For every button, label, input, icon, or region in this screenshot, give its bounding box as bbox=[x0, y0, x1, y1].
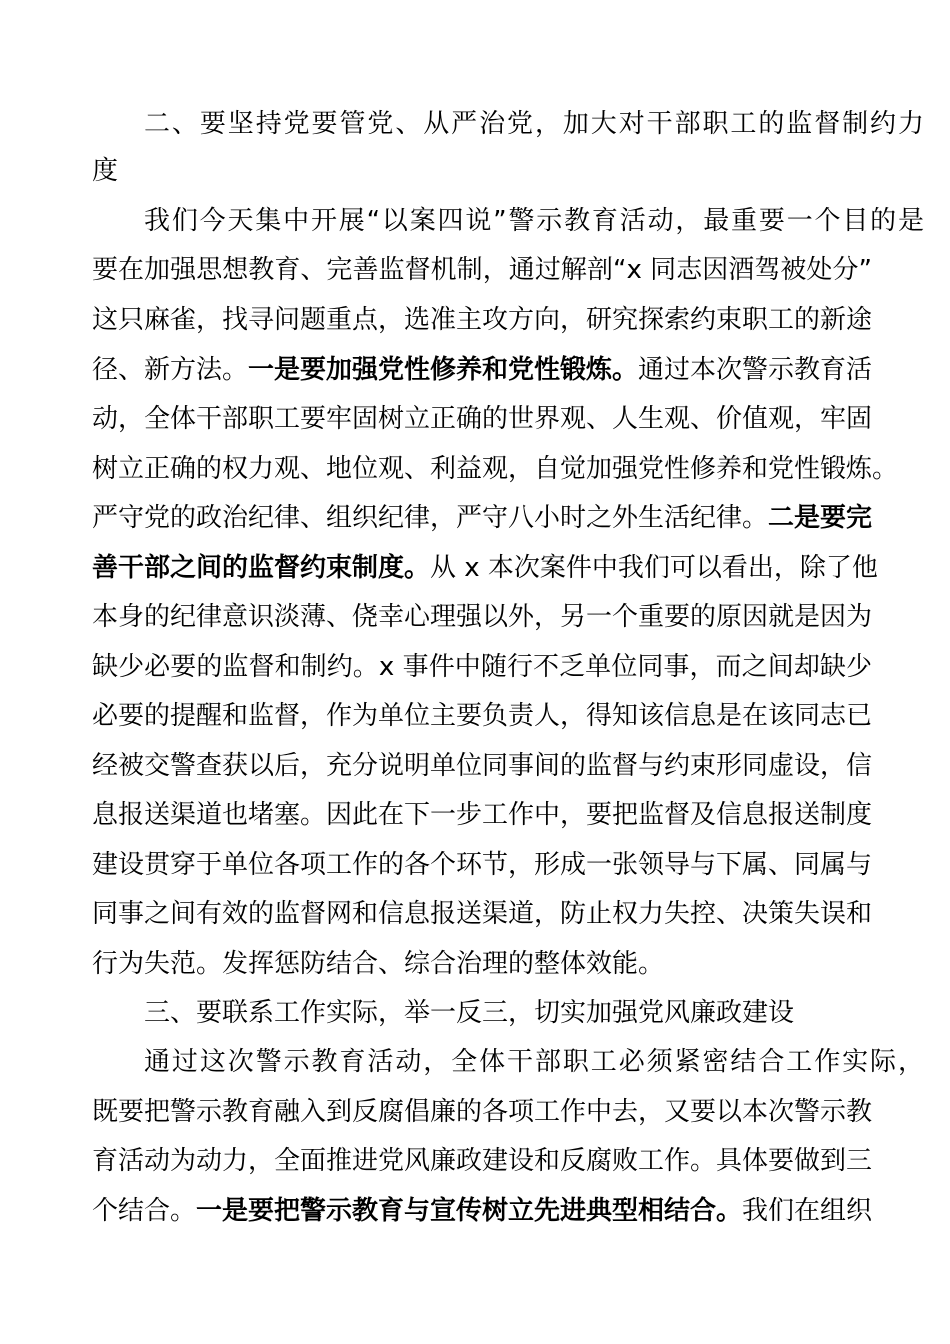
text-run: 这只麻雀，找寻问题重点，选准主攻方向，研究探索约束职工的新途 bbox=[92, 305, 873, 335]
text-run: 树立正确的权力观、地位观、利益观，自觉加强党性修养和党性锻炼。 bbox=[92, 454, 899, 484]
text-run: 息报送渠道也堵塞。因此在下一步工作中，要把监督及信息报送制度 bbox=[92, 800, 873, 830]
paragraph-line bbox=[92, 250, 872, 290]
text-run: 要在加强思想教育、完善监督机制，通过解剖“x 同志因酒驾被处分” bbox=[92, 255, 872, 285]
paragraph-line bbox=[92, 300, 872, 340]
text-run: 动，全体干部职工要牢固树立正确的世界观、人生观、价值观，牢固 bbox=[92, 404, 873, 434]
paragraph-line bbox=[92, 795, 872, 835]
text-run: 度 bbox=[92, 156, 119, 186]
paragraph-line bbox=[92, 647, 872, 687]
paragraph-line bbox=[144, 1042, 924, 1082]
text-run: 我们今天集中开展“以案四说”警示教育活动，最重要一个目的是 bbox=[144, 206, 924, 236]
bold-text-run: 一是要加强党性修养和党性锻炼。 bbox=[248, 355, 639, 385]
paragraph-line bbox=[92, 746, 872, 786]
paragraph-line bbox=[92, 696, 872, 736]
paragraph-line bbox=[92, 350, 872, 390]
bold-text-run: 一是要把警示教育与宣传树立先进典型相结合。 bbox=[196, 1196, 743, 1226]
paragraph-line bbox=[92, 1092, 872, 1132]
text-run: 三、要联系工作实际，举一反三，切实加强党风廉政建设 bbox=[144, 998, 795, 1028]
text-run: 经被交警查获以后，充分说明单位同事间的监督与约束形同虚设，信 bbox=[92, 751, 873, 781]
paragraph-line bbox=[92, 449, 899, 489]
paragraph-line bbox=[92, 845, 872, 885]
text-run: 我们在组织 bbox=[742, 1196, 873, 1226]
bold-text-run: 二是要完 bbox=[768, 503, 873, 533]
text-run: 必要的提醒和监督，作为单位主要负责人，得知该信息是在该同志已 bbox=[92, 701, 873, 731]
text-run: 径、新方法。 bbox=[92, 355, 249, 385]
paragraph-line bbox=[92, 944, 872, 984]
text-run: 本身的纪律意识淡薄、侥幸心理强以外，另一个重要的原因就是因为 bbox=[92, 602, 873, 632]
text-run: 育活动为动力，全面推进党风廉政建设和反腐败工作。具体要做到三 bbox=[92, 1146, 873, 1176]
paragraph-line bbox=[144, 201, 924, 241]
paragraph-line bbox=[92, 1191, 872, 1231]
heading-section-3 bbox=[144, 993, 924, 1033]
heading-section-2 bbox=[144, 104, 924, 144]
paragraph-line bbox=[92, 1141, 872, 1181]
text-run: 同事之间有效的监督网和信息报送渠道，防止权力失控、决策失误和 bbox=[92, 899, 873, 929]
text-run: 缺少必要的监督和制约。x 事件中随行不乏单位同事，而之间却缺少 bbox=[92, 652, 872, 682]
text-run: 建设贯穿于单位各项工作的各个环节，形成一张领导与下属、同属与 bbox=[92, 850, 873, 880]
paragraph-line bbox=[92, 498, 872, 538]
paragraph-line bbox=[92, 597, 872, 637]
text-run: 严守党的政治纪律、组织纪律，严守八小时之外生活纪律。 bbox=[92, 503, 769, 533]
bold-text-run: 善干部之间的监督约束制度。 bbox=[92, 553, 431, 583]
text-run: 二、要坚持党要管党、从严治党，加大对干部职工的监督制约力 bbox=[144, 109, 924, 139]
heading-section-2-continued bbox=[92, 151, 872, 191]
text-run: 既要把警示教育融入到反腐倡廉的各项工作中去，又要以本次警示教 bbox=[92, 1097, 873, 1127]
text-run: 行为失范。发挥惩防结合、综合治理的整体效能。 bbox=[92, 949, 665, 979]
text-run: 通过本次警示教育活 bbox=[638, 355, 873, 385]
text-run: 从 x 本次案件中我们可以看出，除了他 bbox=[430, 553, 878, 583]
text-run: 个结合。 bbox=[92, 1196, 197, 1226]
paragraph-line bbox=[92, 399, 872, 439]
text-run: 通过这次警示教育活动，全体干部职工必须紧密结合工作实际， bbox=[144, 1047, 924, 1077]
paragraph-line bbox=[92, 548, 878, 588]
paragraph-line bbox=[92, 894, 872, 934]
